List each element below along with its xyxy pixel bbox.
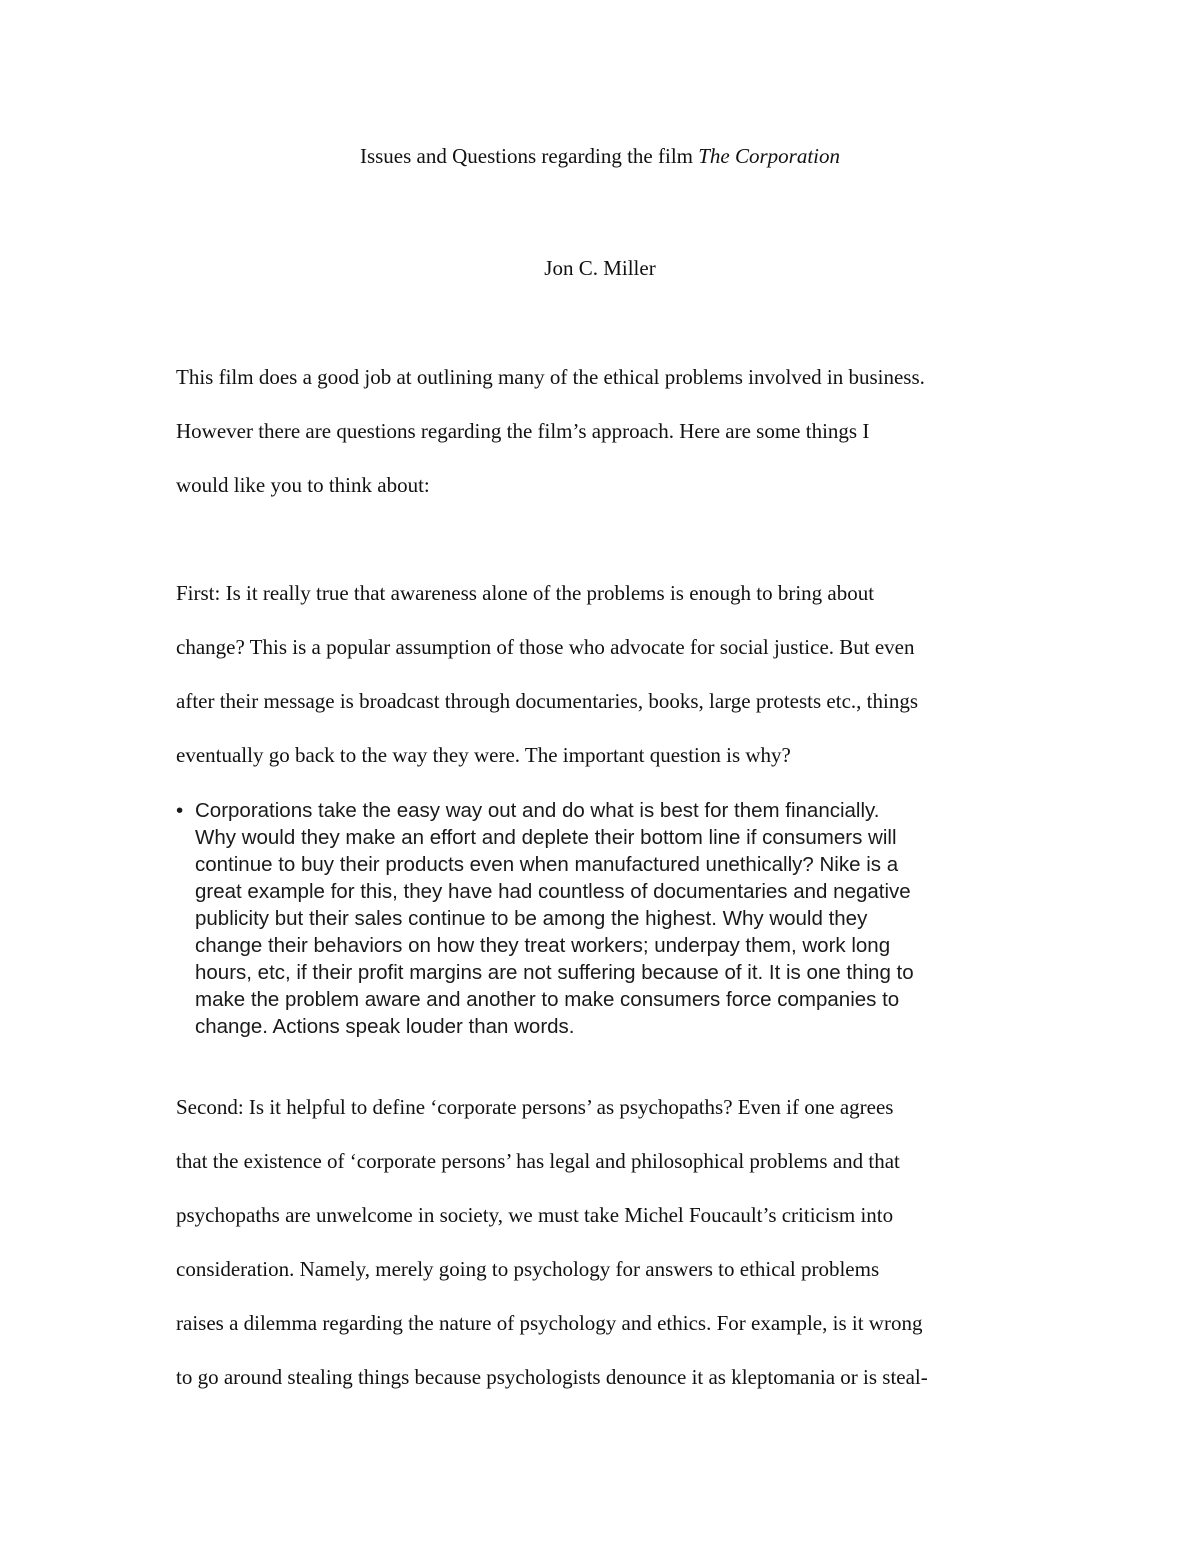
second-line-6: to go around stealing things because psychologists denounce it as kleptomania or is steal- <box>176 1365 928 1389</box>
second-line-3: psychopaths are unwelcome in society, we must take Michel Foucault’s criticism into <box>176 1203 894 1227</box>
bullet-symbol: • <box>176 799 184 822</box>
bullet-line-5: publicity but their sales continue to be among the highest. Why would they <box>195 907 868 930</box>
intro-line-2: However there are questions regarding the film’s approach. Here are some things I <box>176 419 870 443</box>
bullet-line-3: continue to buy their products even when manufactured unethically? Nike is a <box>195 853 899 876</box>
film-title: The Corporation <box>698 144 841 168</box>
first-line-4: eventually go back to the way they were. The important question is why? <box>176 743 791 767</box>
intro-line-1: This film does a good job at outlining many of the ethical problems involved in business. <box>176 365 925 389</box>
title-prefix: Issues and Questions regarding the film <box>359 144 699 168</box>
bullet-line-2: Why would they make an effort and deplete their bottom line if consumers will <box>195 826 897 849</box>
bullet-line-1: Corporations take the easy way out and do what is best for them financially. <box>195 799 880 822</box>
bullet-line-7: hours, etc, if their profit margins are not suffering because of it. It is one thing to <box>195 961 914 984</box>
document-title <box>0 144 1200 169</box>
first-line-3: after their message is broadcast through documentaries, books, large protests etc., things <box>176 689 918 713</box>
bullet-line-4: great example for this, they have had countless of documentaries and negative <box>195 880 911 903</box>
second-line-5: raises a dilemma regarding the nature of psychology and ethics. For example, is it wrong <box>176 1311 923 1335</box>
bullet-line-9: change. Actions speak louder than words. <box>195 1015 575 1038</box>
first-line-2: change? This is a popular assumption of those who advocate for social justice. But even <box>176 635 915 659</box>
second-line-4: consideration. Namely, merely going to psychology for answers to ethical problems <box>176 1257 880 1281</box>
bullet-line-8: make the problem aware and another to make consumers force companies to <box>195 988 900 1011</box>
bullet-line-6: change their behaviors on how they treat workers; underpay them, work long <box>195 934 891 957</box>
second-line-1: Second: Is it helpful to define ‘corporate persons’ as psychopaths? Even if one agrees <box>176 1095 894 1119</box>
intro-line-3: would like you to think about: <box>176 473 430 497</box>
second-line-2: that the existence of ‘corporate persons’ has legal and philosophical problems and that <box>176 1149 900 1173</box>
first-line-1: First: Is it really true that awareness alone of the problems is enough to bring about <box>176 581 875 605</box>
author-name: Jon C. Miller <box>544 256 656 280</box>
